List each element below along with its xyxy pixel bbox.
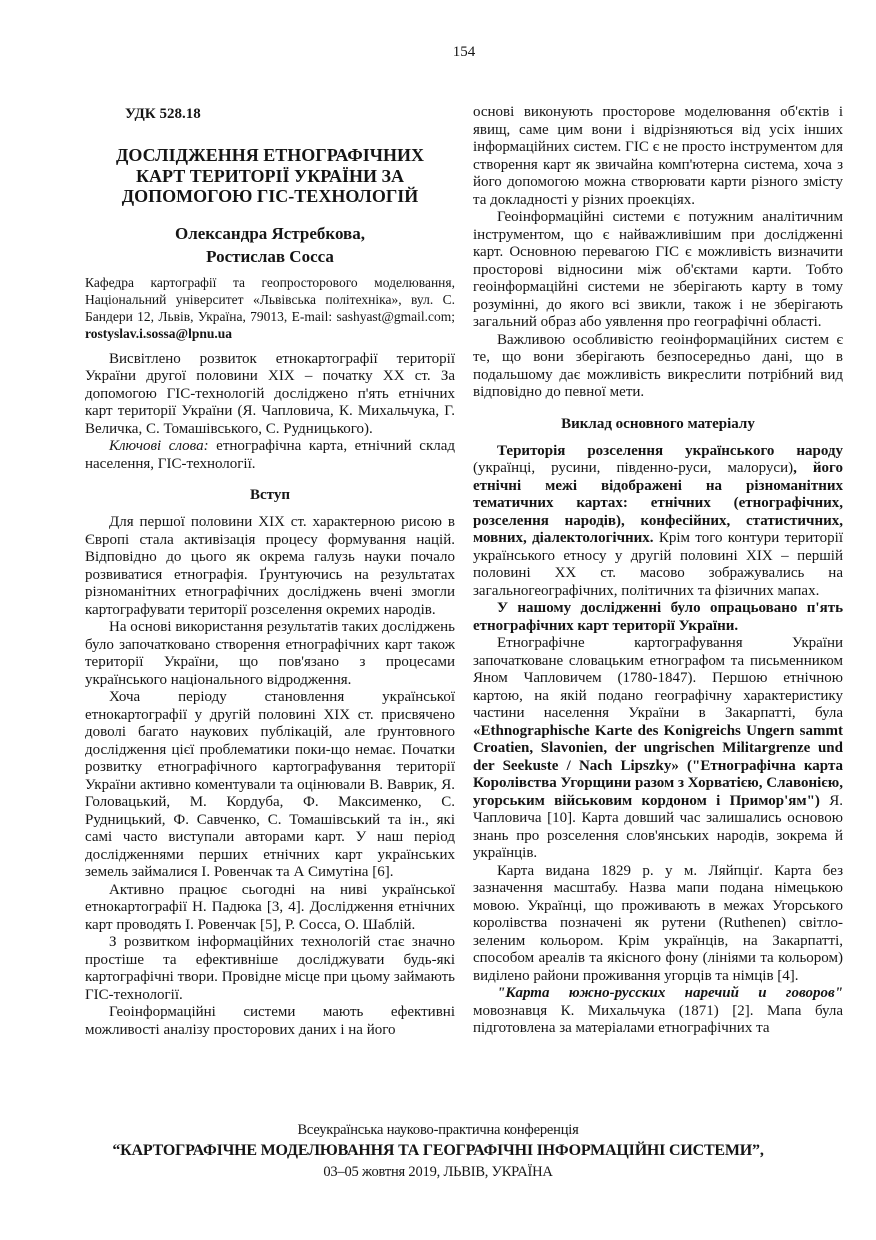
paragraph [473, 443, 843, 601]
affiliation [85, 274, 455, 342]
text-run: Хоча періоду становлення української етнокартографії у другій половині XIX ст. присвячено доволі багато наукових публікацій, але ґрунтовного дослідження цієї проблематики поки-що немає. Початки розвитку етнографічного картографування території України активно коментували та оцінювали В. Ваврик, Я. Головацький, М. Кордуба, Ф. Максименко, С. Рудницький, Ф. Савченко, С. Томашівський та ін., які самі часто виступали авторами карт. У наш період дослідженнями перших етнічних карт українських земель займалися І. Ровенчак та А Симутіна [6]. [85, 689, 455, 880]
paragraph [473, 863, 843, 986]
text-run: Територія розселення українського народу [497, 442, 843, 459]
text-run: Карта видана 1829 р. у м. Ляйпціґ. Карта без зазначення масштабу. Назва мапи подана німецькою мовою. Українці, що проживають в межах Угорського королівства позначені як рутени (Ruthenen) світло-зеленим кольором. Крім українців, на Закарпатті, способом ареалів та якісного фону (лініями та кольором) виділено райони проживання угорців та німців [4]. [473, 862, 843, 984]
udc-code: УДК 528.18 [125, 106, 201, 122]
paragraph [85, 934, 455, 1004]
paragraph [85, 514, 455, 619]
abstract-paragraph [85, 351, 455, 439]
text-run: Геоінформаційні системи мають ефективні можливості аналізу просторових даних і на його [85, 1004, 455, 1038]
text-run: Я. Чапловича [10]. Карта довший час залишались основою знань про розселення слов'янських народів, зокрема й українців. [473, 792, 843, 861]
text-run: Ключові слова: [109, 438, 209, 454]
text-run: , його етнічні межі відображені на різноманітних тематичних картах: етнічних (етнографічних, розселення народів), конфесійних, статистичних, мовних, діалектологічних. [473, 460, 843, 546]
text-run: "Карта южно-русских наречий и говоров" [497, 985, 843, 1001]
text-run: З розвитком інформаційних технологій стає значно простіше та ефективніше досліджувати будь-які картографічні твори. Провідне місце при цьому займають ГІС-технології. [85, 934, 455, 1003]
paragraph [473, 209, 843, 332]
article-title: ДОСЛІДЖЕННЯ ЕТНОГРАФІЧНИХ КАРТ ТЕРИТОРІЇ УКРАЇНИ ЗА ДОПОМОГОЮ ГІС-ТЕХНОЛОГІЙ [116, 145, 424, 206]
conference-title: “КАРТОГРАФІЧНЕ МОДЕЛЮВАННЯ ТА ГЕОГРАФІЧНІ ІНФОРМАЦІЙНІ СИСТЕМИ”, [112, 1142, 764, 1159]
conference-date-location: 03–05 жовтня 2019, ЛЬВІВ, УКРАЇНА [323, 1164, 553, 1180]
conference-name: Всеукраїнська науково-практична конференція [297, 1122, 579, 1138]
footer [0, 1120, 876, 1182]
text-run: основі виконують просторове моделювання об'єктів і явищ, саме цим вони і відрізняються від усіх інших інформаційних систем. ГІС є не просто інструментом для створення карт як звичайна комп'ютерна система, хоча з його допомогою можна створювати карти різного змісту та докладності у різних проекціях. [473, 104, 843, 208]
text-run: «Ethnographische Karte des Konigreichs Ungern sammt Croatien, Slavonien, der ungrischen Militargrenze und der Seekuste / Nach Lipszky» ("Етнографічна карта Королівства Угорщини разом з Хорватією, Славонією, угорським військовим кордоном і Примор'ям") [473, 722, 843, 809]
keywords-paragraph [85, 438, 455, 473]
text-run: мовознавця К. Михальчука (1871) [2]. Мапа була підготовлена за матеріалами етнографічних та [473, 1002, 843, 1036]
text-run: У нашому дослідженні було опрацьовано п'ять етнографічних карт території України. [473, 600, 843, 634]
left-column [85, 98, 455, 1112]
section-heading: Виклад основного матеріалу [561, 415, 755, 432]
paragraph [85, 619, 455, 689]
two-column-layout [85, 98, 843, 1112]
text-run: етнографічна карта, етнічний склад населення, ГІС-технології. [85, 438, 455, 472]
text-run: rostyslav.i.sossa@lpnu.ua [85, 325, 232, 341]
text-run: Активно працює сьогодні на ниві української етнокартографії Н. Падюка [3, 4]. Дослідження етнічних карт проводять І. Ровенчак [5], Р. Сосса, О. Шаблій. [85, 881, 455, 933]
authors [85, 222, 455, 268]
right-column [473, 98, 843, 1112]
paragraph [473, 600, 843, 635]
paragraph [473, 332, 843, 402]
text-run: Кафедра картографії та геопросторового моделювання, Національний університет «Львівська політехніка», вул. С. Бандери 12, Львів, Україна, 79013, E-mail: sashyast@gmail.com; [85, 274, 455, 324]
text-run: Етнографічне картографування України започатковане словацьким етнографом та письменником Яном Чапловичем (1780-1847). Першою етнічною картою, на якій подано географічну характеристику частини населення України в Закарпатті, була [473, 635, 843, 721]
author-name: Олександра Ястребкова, [175, 223, 365, 243]
paragraph [85, 1004, 455, 1039]
section-heading: Вступ [250, 487, 290, 503]
paragraph [473, 635, 843, 863]
author-name: Ростислав Сосса [206, 246, 334, 266]
page-number: 154 [452, 44, 476, 60]
text-run: (українці, русини, південно-руси, малоруси) [473, 460, 794, 476]
paragraph [85, 689, 455, 882]
paragraph [85, 882, 455, 935]
paragraph [473, 985, 843, 1038]
text-run: На основі використання результатів таких досліджень було започатковано створення етнографічних карт також території України, що пов'язано з процесами українського національного відродження. [85, 619, 455, 688]
text-run: Для першої половини XIX ст. характерною рисою в Європі стала активізація процесу формування націй. Відповідно до цього як окрема галузь науки почало розвиватися етнографія. Ґрунтуючись на результатах різноманітних етнографічних досліджень вчені змогли картографувати території розселення окремих народів. [85, 514, 455, 618]
text-run: Висвітлено розвиток етнокартографії території України другої половини XIX – початку XX ст. За допомогою ГІС-технологій досліджено п'ять етнічних карт території України (Я. Чапловича, К. Михальчука, Г. Величка, С. Томашівського, С. Рудницького). [85, 350, 455, 437]
text-run: Важливою особливістю геоінформаційних систем є те, що вони зберігають безпосередньо дані, що в подальшому дає можливість викреслити потрібний вид відповідно до певної мети. [473, 331, 843, 400]
text-run: Крім того контури території українського етносу у другій половині XIX – першій половині XX ст. масово зображувались на загальногеографічних, політичних та фізичних мапах. [473, 530, 843, 599]
text-run: Геоінформаційні системи є потужним аналітичним інструментом, що є найважливішим при дослідженні карт. Основною перевагою ГІС є можливість визначити просторові відносини між об'єктами карти. Тобто геоінформаційні системи не зберігають карту в тому розумінні, до якого всі звикли, також і не зберігають загальний образ або уявлення про географічні області. [473, 209, 843, 330]
paragraph [473, 104, 843, 209]
